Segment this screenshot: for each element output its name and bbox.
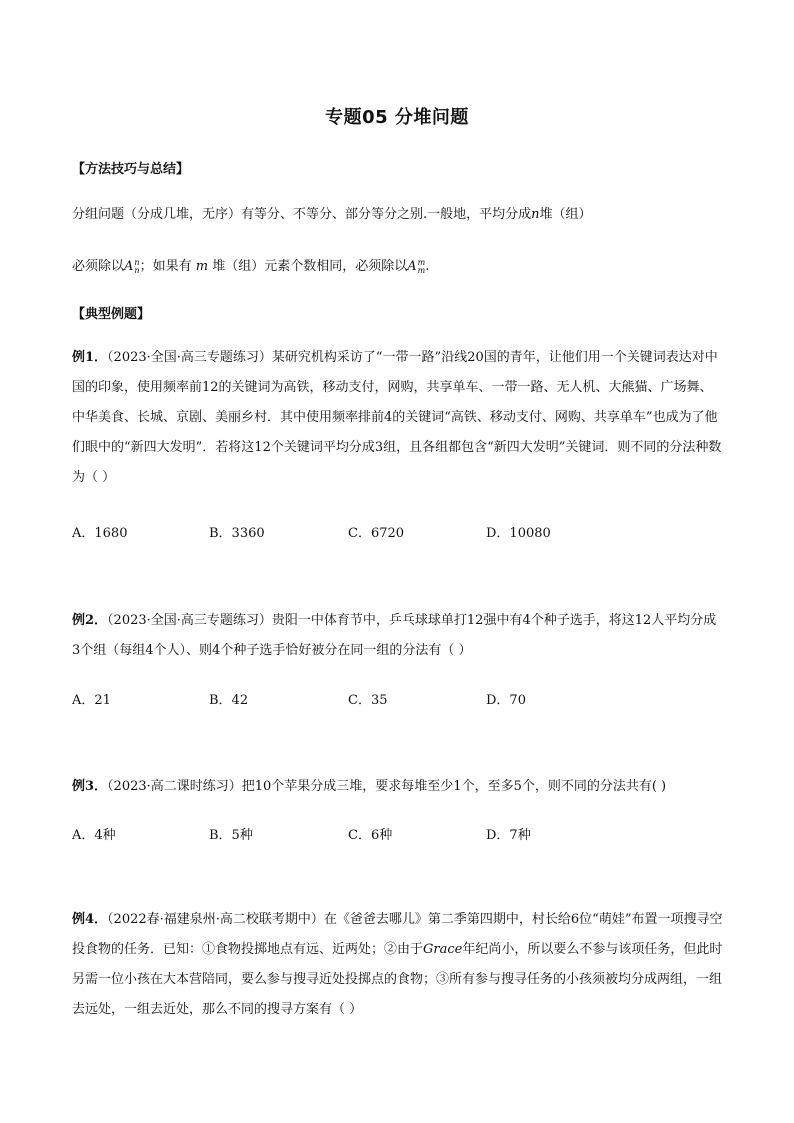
- method-var-n: n: [531, 207, 540, 222]
- method-line-1-text: 分组问题（分成几堆，无序）有等分、不等分、部分等分之别.一般地，平均分成: [72, 207, 532, 222]
- example-1-option-b[interactable]: B．3360: [209, 526, 265, 541]
- example-4-name-grace: Grace: [423, 942, 463, 957]
- example-3-label: 例3．: [72, 779, 108, 794]
- example-2: [72, 606, 724, 666]
- example-1: [72, 343, 724, 493]
- example-1-option-c[interactable]: C．6720: [348, 526, 405, 541]
- example-2-label: 例2．: [72, 613, 108, 628]
- page-title: 专题05 分堆问题: [325, 107, 469, 128]
- method-heading: 【方法技巧与总结】: [72, 162, 190, 177]
- examples-heading: 【典型例题】: [72, 307, 151, 322]
- arrangement-symbol-n: A n n: [124, 257, 140, 275]
- example-2-option-a[interactable]: A．21: [72, 693, 111, 708]
- example-4-text-b: 年纪尚小，所以要么不参与该项任务，但此时另需一位小孩在大本营陪同，要么参与搜寻近处投掷点的食物；③所有参与搜寻任务的小孩须被均分成两组，一组去远处，一组去近处，那么不同的搜寻方案有（ ）: [72, 942, 723, 1017]
- method-var-m: m: [195, 259, 209, 274]
- method-line-2-c: 堆（组）元素个数相同，必须除以: [212, 259, 408, 274]
- example-1-text: （2023·全国·高三专题练习）某研究机构采访了“一带一路”沿线20国的青年，让他们用一个关键词表达对中国的印象，使用频率前12的关键词为高铁，移动支付，网购，共享单车、一带一路、无人机、大熊猫、广场舞、中华美食、长城、京剧、美丽乡村．其中使用频率排前4的关键词“高铁、移动支付、网购、共享单车”也成为了他们眼中的“新四大发明”．若将这12个关键词平均分成3组，且各组都包含“新四大发明”关键词．则不同的分法种数为（ ）: [72, 350, 722, 485]
- example-4-text-a: （2022春·福建泉州·高二校联考期中）在《爸爸去哪儿》第二季第四期中，村长给6位“萌娃”布置一项搜寻空投食物的任务．已知：①食物投掷地点有远、近两处；②由于: [72, 912, 723, 957]
- example-1-label: 例1．: [72, 350, 108, 365]
- method-line-2-a: 必须除以: [72, 259, 125, 274]
- example-3-option-d[interactable]: D．7种: [486, 828, 531, 843]
- example-2-option-c[interactable]: C．35: [348, 693, 388, 708]
- example-2-option-b[interactable]: B．42: [209, 693, 249, 708]
- method-line-1-tail: 堆（组）: [539, 207, 592, 222]
- example-2-option-d[interactable]: D．70: [486, 693, 526, 708]
- method-line-2-b: ；如果有: [139, 259, 192, 274]
- example-3-option-c[interactable]: C．6种: [348, 828, 393, 843]
- example-3-option-b[interactable]: B．5种: [209, 828, 253, 843]
- example-2-text: （2023·全国·高三专题练习）贵阳一中体育节中，乒乓球球单打12强中有4个种子选手，将这12人平均分成3个组（每组4个人）、则4个种子选手恰好被分在同一组的分法有（ ）: [72, 613, 717, 658]
- example-3-text: （2023·高二课时练习）把10个苹果分成三堆，要求每堆至少1个，至多5个，则不同的分法共有( ): [107, 779, 667, 794]
- example-1-option-d[interactable]: D．10080: [486, 526, 551, 541]
- example-4-label: 例4．: [72, 912, 108, 927]
- method-line-1: [72, 203, 592, 222]
- arrangement-symbol-m: A m m: [407, 257, 426, 275]
- method-line-2: [72, 255, 429, 275]
- example-1-option-a[interactable]: A．1680: [72, 526, 128, 541]
- example-3-option-a[interactable]: A．4种: [72, 828, 116, 843]
- method-line-2-d: .: [425, 259, 430, 274]
- example-4: [72, 905, 724, 1025]
- example-3: [72, 772, 724, 802]
